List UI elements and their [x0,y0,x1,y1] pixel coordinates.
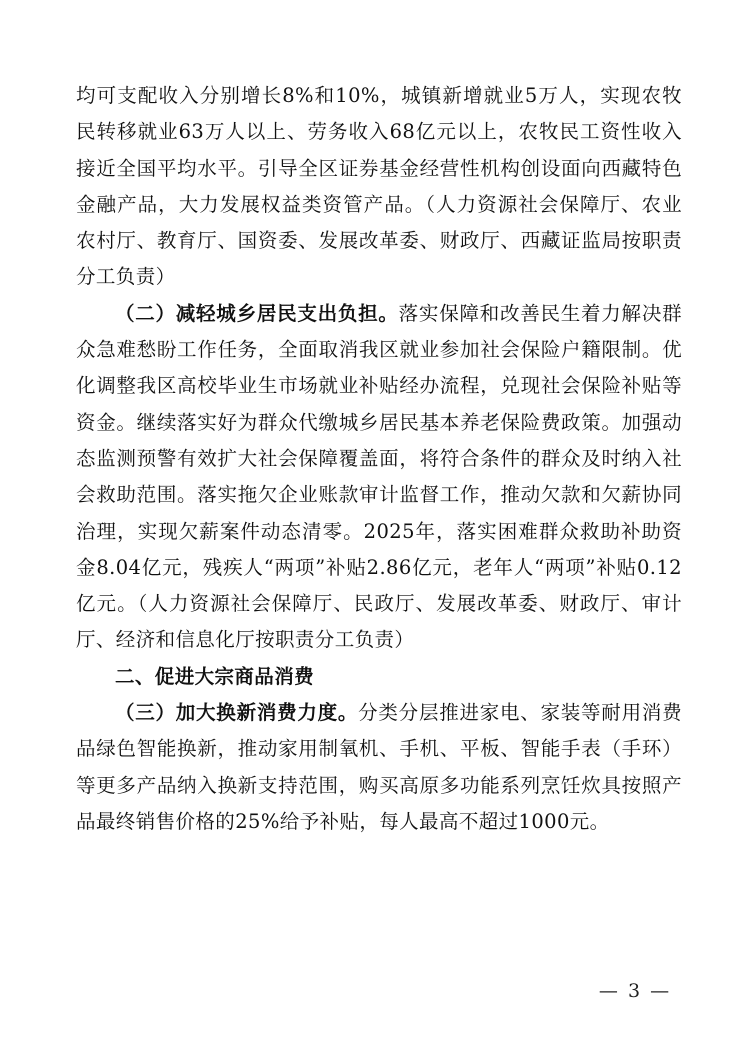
subsection-title-expense: （二）减轻城乡居民支出负担。 [115,301,399,325]
body-paragraph-income: 均可支配收入分别增长8%和10%，城镇新增就业5万人，实现农牧民转移就业63万人以上、劳务收入68亿元以上，农牧民工资性收入接近全国平均水平。引导全区证券基金经营性机构创设面向西藏特色金融产品，大力发展权益类资管产品。（人力资源社会保障厅、农业农村厅、教育厅、国资委、发展改革委、财政厅、西藏证监局按职责分工负责） [76,84,682,289]
document-page [76,78,682,840]
page-number: — 3 — [598,980,672,1002]
subsection-title-trade-in: （三）加大换新消费力度。 [115,701,359,725]
body-paragraph-expense [76,296,682,659]
subsection-body-expense: 落实保障和改善民生着力解决群众急难愁盼工作任务，全面取消我区就业参加社会保险户籍限制。优化调整我区高校毕业生市场就业补贴经办流程，兑现社会保险补贴等资金。继续落实好为群众代缴城乡居民基本养老保险费政策。加强动态监测预警有效扩大社会保障覆盖面，将符合条件的群众及时纳入社会救助范围。落实拖欠企业账款审计监督工作，推动欠款和欠薪协同治理，实现欠薪案件动态清零。2025年，落实困难群众救助补助资金8.04亿元，残疾人“两项”补贴2.86亿元，老年人“两项”补贴0.12亿元。（人力资源社会保障厅、民政厅、发展改革委、财政厅、审计厅、经济和信息化厅按职责分工负责） [76,301,682,652]
section-heading: 二、促进大宗商品消费 [115,664,315,688]
body-paragraph-trade-in [76,695,682,840]
subsection-body-trade-in: 分类分层推进家电、家装等耐用消费品绿色智能换新，推动家用制氧机、手机、平板、智能手表（手环）等更多产品纳入换新支持范围，购买高原多功能系列烹饪炊具按照产品最终销售价格的25%给予补贴，每人最高不超过1000元。 [76,701,682,833]
